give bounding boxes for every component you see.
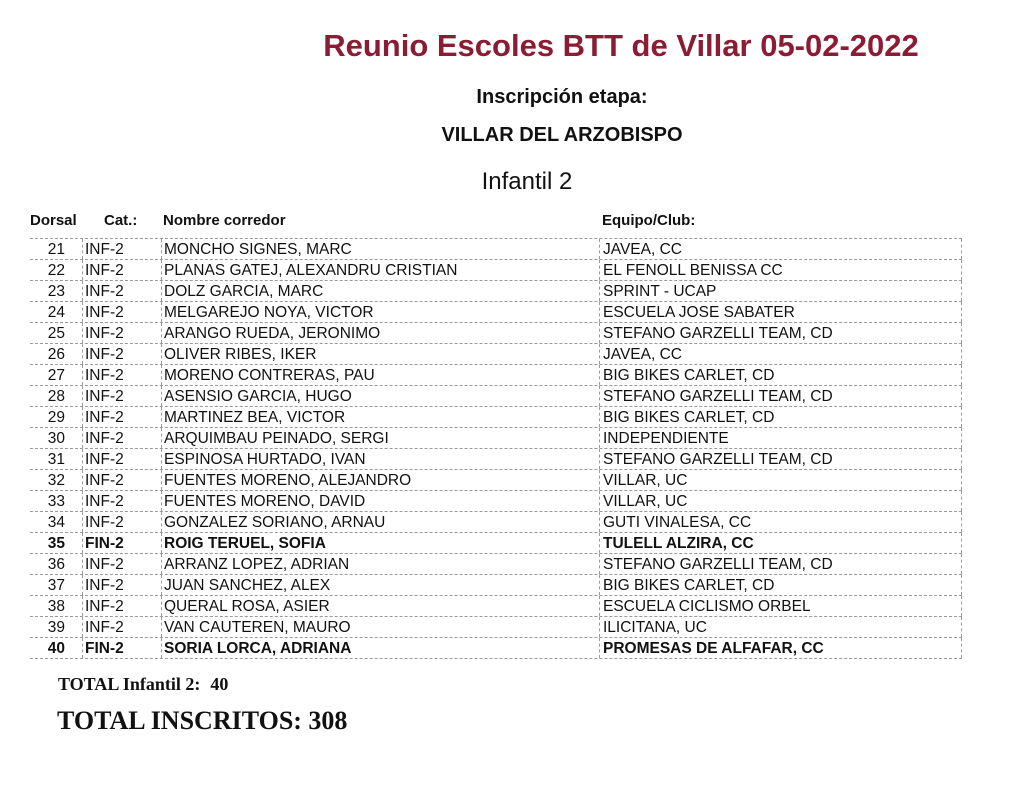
table-row [30,428,962,449]
column-header-category: Cat.: [104,212,138,229]
total-registered: TOTAL INSCRITOS: 308 [57,706,348,735]
category-total [58,674,228,695]
category-title: Infantil 2 [481,168,573,195]
category-cell: FIN-2 [85,640,124,657]
table-row [30,344,962,365]
club-cell: PROMESAS DE ALFAFAR, CC [603,640,824,657]
rider-name-cell: ESPINOSA HURTADO, IVAN [164,451,366,468]
dorsal-cell: 28 [47,388,65,405]
column-divider [161,575,162,595]
column-divider [82,575,83,595]
rider-name-cell: ARANGO RUEDA, JERONIMO [164,325,381,342]
club-cell: BIG BIKES CARLET, CD [603,409,775,426]
club-cell: ESCUELA CICLISMO ORBEL [603,598,811,615]
column-divider [82,407,83,427]
table-row [30,470,962,491]
column-header-club: Equipo/Club: [602,212,696,229]
rider-name-cell: FUENTES MORENO, ALEJANDRO [164,472,412,489]
column-divider [599,260,600,280]
table-row [30,260,962,281]
dorsal-cell: 40 [47,640,65,657]
category-cell: INF-2 [85,577,124,594]
table-row [30,575,962,596]
dorsal-cell: 33 [47,493,65,510]
category-total-label: TOTAL Infantil 2: [58,674,201,694]
club-cell: VILLAR, UC [603,472,688,489]
column-divider [599,638,600,658]
dorsal-cell: 34 [47,514,65,531]
column-divider [82,239,83,259]
column-divider [161,302,162,322]
column-divider [82,260,83,280]
category-cell: INF-2 [85,598,124,615]
column-divider [599,512,600,532]
table-row [30,281,962,302]
column-divider [82,638,83,658]
column-divider [599,239,600,259]
rider-name-cell: SORIA LORCA, ADRIANA [164,640,352,657]
category-cell: INF-2 [85,430,124,447]
table-row [30,512,962,533]
rider-name-cell: FUENTES MORENO, DAVID [164,493,366,510]
dorsal-cell: 37 [47,577,65,594]
club-cell: BIG BIKES CARLET, CD [603,577,775,594]
rider-name-cell: GONZALEZ SORIANO, ARNAU [164,514,386,531]
column-divider [161,512,162,532]
column-divider [82,533,83,553]
column-divider [599,575,600,595]
club-cell: JAVEA, CC [603,241,682,258]
column-divider [599,281,600,301]
column-divider [161,617,162,637]
category-cell: INF-2 [85,283,124,300]
column-divider [82,302,83,322]
rider-name-cell: MELGAREJO NOYA, VICTOR [164,304,374,321]
category-cell: INF-2 [85,493,124,510]
table-row [30,386,962,407]
category-cell: INF-2 [85,472,124,489]
column-divider [161,239,162,259]
club-cell: STEFANO GARZELLI TEAM, CD [603,388,833,405]
column-header-dorsal: Dorsal [30,212,77,229]
column-divider [82,449,83,469]
column-divider [599,533,600,553]
dorsal-cell: 29 [47,409,65,426]
category-cell: INF-2 [85,451,124,468]
table-row [30,617,962,638]
dorsal-cell: 21 [47,241,65,258]
column-divider [161,260,162,280]
dorsal-cell: 39 [47,619,65,636]
column-divider [82,491,83,511]
category-cell: INF-2 [85,325,124,342]
table-row [30,554,962,575]
club-cell: BIG BIKES CARLET, CD [603,367,775,384]
rider-name-cell: DOLZ GARCIA, MARC [164,283,324,300]
page-title: Reunio Escoles BTT de Villar 05-02-2022 [323,28,919,63]
column-divider [161,491,162,511]
column-divider [161,638,162,658]
dorsal-cell: 27 [47,367,65,384]
rider-name-cell: ROIG TERUEL, SOFIA [164,535,326,552]
stage-name: VILLAR DEL ARZOBISPO [441,124,683,146]
rider-name-cell: QUERAL ROSA, ASIER [164,598,330,615]
column-divider [599,365,600,385]
category-cell: INF-2 [85,388,124,405]
column-divider [82,386,83,406]
table-row [30,533,962,554]
column-divider [82,428,83,448]
column-divider [161,596,162,616]
rider-name-cell: VAN CAUTEREN, MAURO [164,619,351,636]
category-cell: INF-2 [85,241,124,258]
column-divider [161,323,162,343]
column-header-rider-name: Nombre corredor [163,212,286,229]
category-cell: INF-2 [85,367,124,384]
dorsal-cell: 36 [47,556,65,573]
table-row [30,596,962,617]
column-divider [82,596,83,616]
column-divider [599,596,600,616]
category-total-value: 40 [210,674,229,694]
table-row [30,449,962,470]
club-cell: EL FENOLL BENISSA CC [603,262,783,279]
column-divider [82,365,83,385]
dorsal-cell: 26 [47,346,65,363]
category-cell: INF-2 [85,556,124,573]
table-row [30,239,962,260]
club-cell: INDEPENDIENTE [603,430,729,447]
column-divider [161,533,162,553]
rider-name-cell: JUAN SANCHEZ, ALEX [164,577,331,594]
category-cell: INF-2 [85,304,124,321]
dorsal-cell: 30 [47,430,65,447]
column-divider [599,407,600,427]
column-divider [599,554,600,574]
riders-table [30,238,962,659]
club-cell: STEFANO GARZELLI TEAM, CD [603,556,833,573]
column-divider [161,386,162,406]
column-divider [161,281,162,301]
club-cell: ILICITANA, UC [603,619,707,636]
column-divider [599,449,600,469]
club-cell: VILLAR, UC [603,493,688,510]
column-divider [82,617,83,637]
column-divider [161,344,162,364]
table-row [30,302,962,323]
club-cell: STEFANO GARZELLI TEAM, CD [603,325,833,342]
column-divider [599,302,600,322]
category-cell: FIN-2 [85,535,124,552]
category-cell: INF-2 [85,346,124,363]
table-row [30,491,962,512]
dorsal-cell: 38 [47,598,65,615]
table-row [30,638,962,659]
dorsal-cell: 31 [47,451,65,468]
rider-name-cell: ASENSIO GARCIA, HUGO [164,388,352,405]
table-row [30,323,962,344]
column-divider [599,323,600,343]
column-divider [599,386,600,406]
club-cell: ESCUELA JOSE SABATER [603,304,795,321]
table-row [30,365,962,386]
rider-name-cell: ARRANZ LOPEZ, ADRIAN [164,556,350,573]
rider-name-cell: PLANAS GATEJ, ALEXANDRU CRISTIAN [164,262,458,279]
dorsal-cell: 22 [47,262,65,279]
rider-name-cell: MONCHO SIGNES, MARC [164,241,352,258]
club-cell: JAVEA, CC [603,346,682,363]
column-divider [82,344,83,364]
dorsal-cell: 35 [47,535,65,552]
dorsal-cell: 24 [47,304,65,321]
table-header [0,212,1024,232]
stage-label: Inscripción etapa: [476,86,648,108]
column-divider [82,512,83,532]
column-divider [82,470,83,490]
column-divider [82,323,83,343]
table-row [30,407,962,428]
column-divider [599,470,600,490]
category-cell: INF-2 [85,409,124,426]
club-cell: TULELL ALZIRA, CC [603,535,754,552]
category-cell: INF-2 [85,619,124,636]
column-divider [161,470,162,490]
rider-name-cell: MORENO CONTRERAS, PAU [164,367,375,384]
club-cell: STEFANO GARZELLI TEAM, CD [603,451,833,468]
column-divider [161,554,162,574]
club-cell: GUTI VINALESA, CC [603,514,752,531]
column-divider [161,365,162,385]
dorsal-cell: 25 [47,325,65,342]
rider-name-cell: OLIVER RIBES, IKER [164,346,317,363]
column-divider [161,428,162,448]
column-divider [161,407,162,427]
column-divider [599,344,600,364]
club-cell: SPRINT - UCAP [603,283,717,300]
column-divider [599,491,600,511]
column-divider [599,428,600,448]
category-cell: INF-2 [85,262,124,279]
dorsal-cell: 23 [47,283,65,300]
rider-name-cell: MARTINEZ BEA, VICTOR [164,409,346,426]
rider-name-cell: ARQUIMBAU PEINADO, SERGI [164,430,389,447]
column-divider [161,449,162,469]
column-divider [82,554,83,574]
dorsal-cell: 32 [47,472,65,489]
category-cell: INF-2 [85,514,124,531]
column-divider [599,617,600,637]
column-divider [82,281,83,301]
